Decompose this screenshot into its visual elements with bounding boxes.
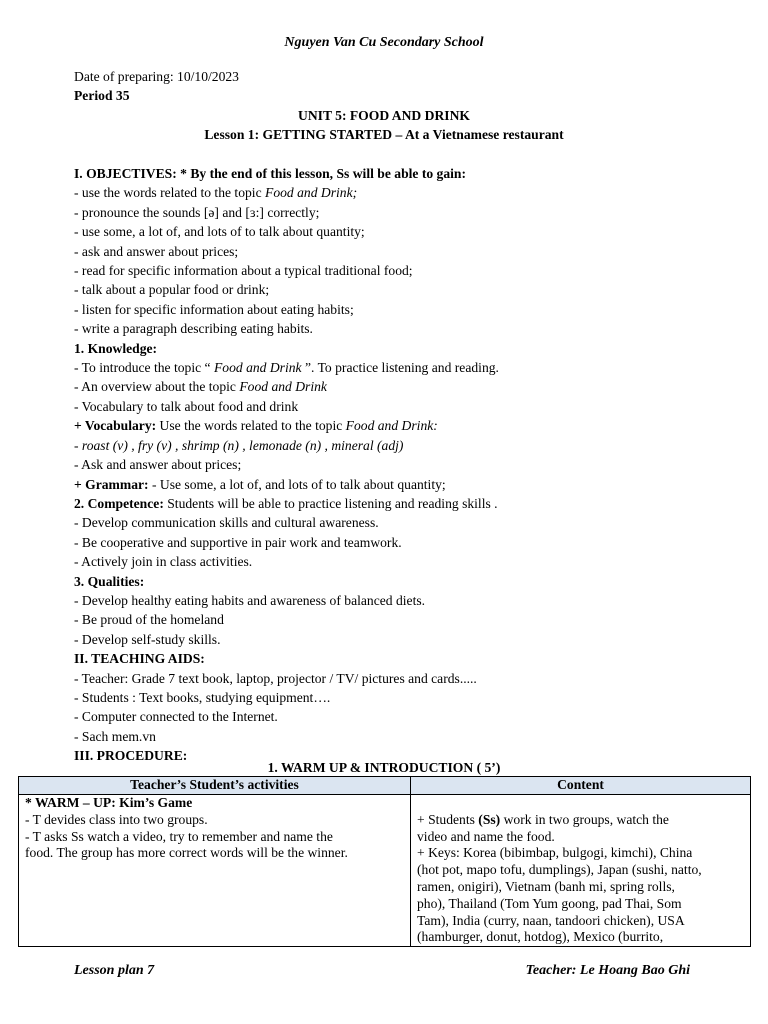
procedure-heading: III. PROCEDURE: xyxy=(74,748,188,764)
teaching-aids-item: - Computer connected to the Internet. xyxy=(74,709,278,725)
teaching-aids-item: - Teacher: Grade 7 text book, laptop, projector / TV/ pictures and cards..... xyxy=(74,670,477,686)
knowledge-item: - Vocabulary to talk about food and drink xyxy=(74,398,299,414)
qualities-item: - Be proud of the homeland xyxy=(74,612,224,628)
objectives-heading: I. OBJECTIVES: * By the end of this lesson, Ss will be able to gain: xyxy=(74,166,467,182)
knowledge-text: - An overview about the topic xyxy=(74,379,240,395)
competence-item: - Be cooperative and supportive in pair work and teamwork. xyxy=(74,534,402,550)
competence-text: Students will be able to practice listening and reading skills . xyxy=(163,495,498,511)
content-text: + Students xyxy=(417,811,479,827)
unit-title: UNIT 5: FOOD AND DRINK xyxy=(298,107,470,123)
content-bold: (Ss) xyxy=(478,811,501,827)
content-line: (hot pot, mapo tofu, dumplings), Japan (sushi, natto, xyxy=(417,862,702,878)
activity-line: food. The group has more correct words will be the winner. xyxy=(25,845,348,861)
topic-italic: Food and Drink xyxy=(239,379,327,395)
topic-italic: Food and Drink; xyxy=(265,185,358,201)
content-spacer xyxy=(417,795,744,812)
objective-item: - ask and answer about prices; xyxy=(74,243,239,259)
content-line: (hamburger, donut, hotdog), Mexico (burrito, xyxy=(417,929,664,945)
period: Period 35 xyxy=(74,88,130,104)
school-name: Nguyen Van Cu Secondary School xyxy=(284,35,484,50)
vocabulary-label: + Vocabulary: xyxy=(74,418,157,434)
knowledge-item xyxy=(74,377,734,396)
topic-italic: Food and Drink: xyxy=(345,418,438,434)
activity-line: - T devides class into two groups. xyxy=(25,811,208,827)
objective-item: - listen for specific information about eating habits; xyxy=(74,301,354,317)
grammar-text: - Use some, a lot of, and lots of to talk about quantity; xyxy=(148,476,446,492)
competence-line xyxy=(74,494,734,513)
knowledge-item xyxy=(74,358,734,377)
content-line: Tam), India (curry, naan, tandoori chicken), USA xyxy=(417,912,685,928)
spacer xyxy=(74,145,734,164)
date-of-preparing: Date of preparing: 10/10/2023 xyxy=(74,69,239,84)
content-line xyxy=(417,812,744,829)
objective-item: - pronounce the sounds [ə] and [ɜ:] correctly; xyxy=(74,204,320,220)
table-header-row xyxy=(19,777,751,795)
objective-text: - use the words related to the topic xyxy=(74,185,266,201)
competence-label: 2. Competence: xyxy=(74,495,164,511)
vocabulary-words: - roast (v) , fry (v) , shrimp (n) , lemonade (n) , mineral (adj) xyxy=(74,437,404,453)
knowledge-item: - Ask and answer about prices; xyxy=(74,457,242,473)
warm-up-title: * WARM – UP: Kim’s Game xyxy=(25,795,193,810)
teaching-aids-item: - Sach mem.vn xyxy=(74,728,156,744)
content-cell xyxy=(411,795,751,947)
competence-item: - Develop communication skills and cultural awareness. xyxy=(74,515,379,531)
procedure-table xyxy=(18,776,751,947)
knowledge-text: ”. To practice listening and reading. xyxy=(301,360,499,376)
table-row xyxy=(19,795,751,947)
topic-italic: Food and Drink xyxy=(213,360,302,376)
vocabulary-line xyxy=(74,416,734,435)
objective-item: - talk about a popular food or drink; xyxy=(74,282,270,298)
lesson-plan-body xyxy=(74,67,734,766)
competence-item: - Actively join in class activities. xyxy=(74,554,253,570)
knowledge-heading: 1. Knowledge: xyxy=(74,340,158,356)
qualities-item: - Develop self-study skills. xyxy=(74,631,221,647)
content-line: ramen, onigiri), Vietnam (banh mi, spring rolls, xyxy=(417,878,675,894)
content-line: video and name the food. xyxy=(417,828,555,844)
footer-teacher: Teacher: Le Hoang Bao Ghi xyxy=(525,963,690,978)
objective-item: - use some, a lot of, and lots of to talk about quantity; xyxy=(74,224,365,240)
grammar-line xyxy=(74,475,734,494)
vocabulary-text: Use the words related to the topic xyxy=(156,418,346,434)
objective-item: - write a paragraph describing eating habits. xyxy=(74,321,313,337)
knowledge-text: - To introduce the topic “ xyxy=(74,360,214,376)
column-header-content: Content xyxy=(411,777,751,795)
column-header-activities: Teacher’s Student’s activities xyxy=(19,777,411,795)
content-line: + Keys: Korea (bibimbap, bulgogi, kimchi), China xyxy=(417,845,693,861)
qualities-item: - Develop healthy eating habits and awareness of balanced diets. xyxy=(74,592,426,608)
teaching-aids-item: - Students : Text books, studying equipment…. xyxy=(74,689,331,705)
teaching-aids-heading: II. TEACHING AIDS: xyxy=(74,651,205,667)
qualities-heading: 3. Qualities: xyxy=(74,573,145,589)
objective-item: - read for specific information about a typical traditional food; xyxy=(74,263,413,279)
grammar-label: + Grammar: xyxy=(74,476,149,492)
lesson-title: Lesson 1: GETTING STARTED – At a Vietnamese restaurant xyxy=(204,127,564,143)
footer-lesson-plan: Lesson plan 7 xyxy=(74,963,155,978)
activities-cell xyxy=(19,795,411,947)
activity-line: - T asks Ss watch a video, try to remember and name the xyxy=(25,828,333,844)
objective-item xyxy=(74,183,734,202)
content-text: work in two groups, watch the xyxy=(500,811,669,827)
warm-up-section-title: 1. WARM UP & INTRODUCTION ( 5’) xyxy=(267,760,501,775)
content-line: pho), Thailand (Tom Yum goong, pad Thai, Som xyxy=(417,895,682,911)
